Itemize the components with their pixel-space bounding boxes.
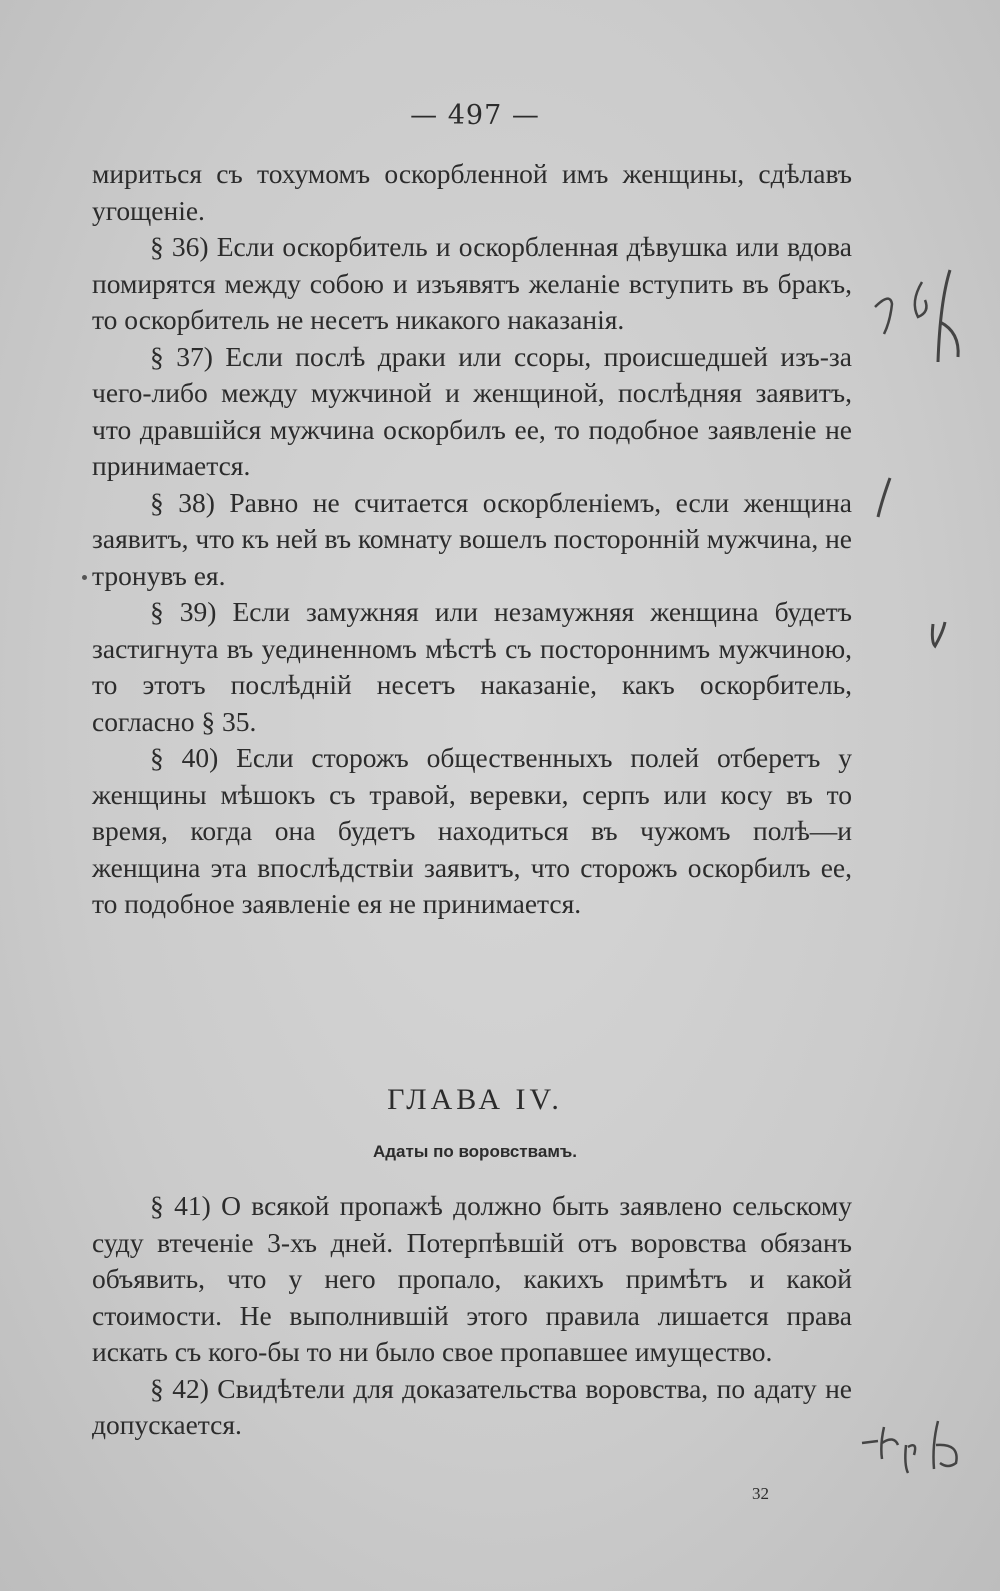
page-number: — 497 —	[410, 100, 540, 131]
ink-dot	[82, 575, 87, 580]
paragraph-section-41: § 41) О всякой пропажѣ должно быть заявлено сельскому суду втеченіе 3-хъ дней. Потерпѣвшій отъ воровства обязанъ объявить, что у него пропало, какихъ примѣтъ и какой стоимости. Не выполнившій этого правила лишается права искать съ кого-бы то ни было свое пропавшее имущество.	[92, 1190, 852, 1367]
handwritten-margin-mark	[925, 612, 960, 652]
chapter-title: ГЛАВА IV.	[387, 1083, 563, 1116]
handwritten-margin-mark	[860, 1415, 980, 1475]
paragraph-section-40: § 40) Если сторожъ общественныхъ полей отберетъ у женщины мѣшокъ съ травой, веревки, серпъ или косу въ то время, когда она будетъ находиться въ чужомъ полѣ—и женщина эта впослѣдствіи заявитъ, что сторожъ оскорбилъ ее, то подобное заявленіе ея не принимается.	[92, 742, 852, 919]
signature-mark: 32	[752, 1484, 769, 1503]
paragraph-section-37: § 37) Если послѣ драки или ссоры, происшедшей изъ-за чего-либо между мужчиной и женщиной, послѣдняя заявитъ, что дравшійся мужчина оскорбилъ ее, то подобное заявленіе не принимается.	[92, 340, 852, 481]
paragraph-section-42: § 42) Свидѣтели для доказательства воровства, по адату не допускается.	[92, 1372, 852, 1440]
text-block-chapter	[92, 1188, 852, 1444]
paragraph-section-39: § 39) Если замужняя или незамужняя женщина будетъ застигнута въ уединенномъ мѣстѣ съ постороннимъ мужчиною, то этотъ послѣдній несетъ наказаніе, какъ оскорбитель, согласно § 35.	[92, 596, 852, 737]
handwritten-margin-mark	[870, 262, 965, 372]
paragraph-section-38: § 38) Равно не считается оскорбленіемъ, если женщина заявитъ, что къ ней въ комнату вошелъ посторонній мужчина, не тронувъ ея.	[92, 486, 852, 591]
paragraph-section-36: § 36) Если оскорбитель и оскорбленная дѣвушка или вдова помирятся между собою и изъявятъ желаніе вступить въ бракъ, то оскорбитель не несетъ никакого наказанія.	[92, 231, 852, 335]
section-title: Адаты по воровствамъ.	[372, 1142, 578, 1161]
paragraph-continuation: мириться съ тохумомъ оскорбленной имъ женщины, сдѣлавъ угощеніе.	[92, 158, 852, 226]
text-block-main	[92, 156, 852, 923]
handwritten-margin-mark	[870, 475, 900, 520]
